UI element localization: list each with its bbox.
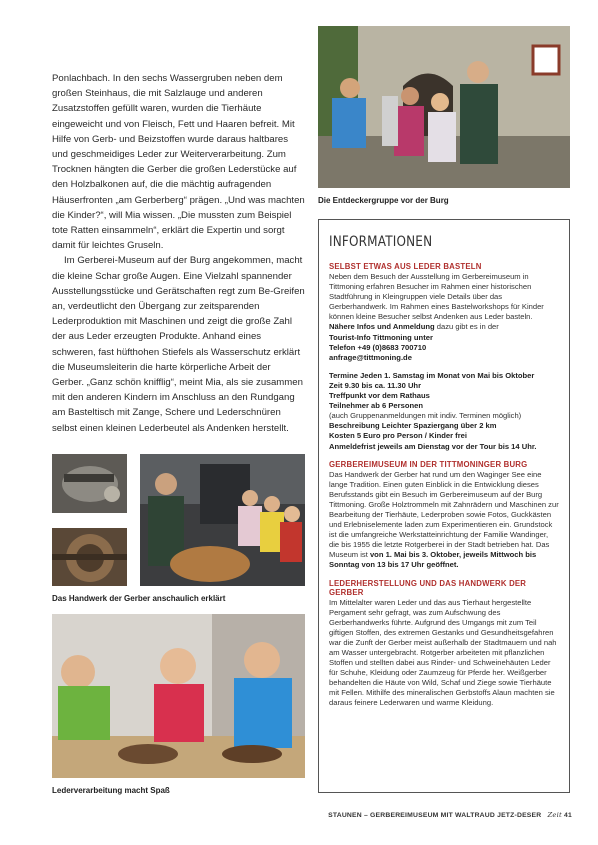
caption-craft-explained: Das Handwerk der Gerber anschaulich erklärt bbox=[52, 594, 226, 603]
info-details bbox=[329, 371, 559, 452]
contact-phone[interactable]: Telefon +49 (0)8683 700710 bbox=[329, 342, 427, 352]
info-heading: SELBST ETWAS AUS LEDER BASTELN bbox=[329, 262, 482, 271]
info-box-title: INFORMATIONEN bbox=[329, 234, 433, 250]
page-number: 41 bbox=[564, 812, 572, 819]
info-heading: GERBEREIMUSEUM IN DER TITTMONINGER BURG bbox=[329, 459, 528, 469]
info-box bbox=[318, 219, 570, 793]
detail-line: Kosten 5 Euro pro Person / Kinder frei bbox=[329, 431, 467, 441]
photo-gear-wheel bbox=[52, 528, 127, 586]
info-text-bold: von 1. Mai bis 3. Oktober, jeweils Mittwoch bis Sonntag von 13 bis 17 Uhr geöffnet. bbox=[329, 550, 537, 570]
info-heading: LEDERHERSTELLUNG UND DAS HANDWERK DER GERBER bbox=[329, 578, 527, 597]
photo-museum-explanation bbox=[140, 454, 305, 586]
detail-line: Anmeldefrist jeweils am Dienstag vor der Tour bis 14 Uhr. bbox=[329, 441, 537, 451]
detail-line: Teilnehmer ab 6 Personen bbox=[329, 401, 423, 411]
detail-line: Termine Jeden 1. Samstag im Monat von Mai bis Oktober bbox=[329, 370, 535, 380]
caption-leather-fun: Lederverarbeitung macht Spaß bbox=[52, 786, 170, 795]
info-text-body: Das Handwerk der Gerber hat rund um den Waginger See eine lange Tradition. Einen guten Einblick in die Entwicklung dieses Berufsstands gibt ein Besuch im Gerbereimuseum auf der Burg Tittmoning. Große Holztrommeln mit Zahnrädern und Maschinen zur Bearbeitung der Tierhäute, Lederproben sowie Fotos, Guckkästen und Erlebniselemente laden zum Experimentieren ein. Grundstock ist die umfangreiche Werkstatteinrichtung der Familie Wandinger, die bis 1955 die letzte Rotgerberei in der Stadt betrieben hat. Das Museum ist bbox=[329, 469, 559, 560]
footer-text: STAUNEN – GERBEREIMUSEUM MIT WALTRAUD JETZ-DESER bbox=[328, 812, 542, 819]
contact-email[interactable]: anfrage@tittmoning.de bbox=[329, 352, 412, 362]
info-text bbox=[329, 470, 559, 571]
magazine-name: Zeit bbox=[547, 811, 562, 819]
info-text-tail: dazu gibt es in der bbox=[436, 322, 499, 332]
article-paragraph: Ponlachbach. In den sechs Wassergruben neben dem großen Steinhaus, die mit Salzlauge und anderen Zusatzstoffen gefüllt waren, wurden die Tierhäute eingeweicht und von Fleisch, Fett und Haaren befreit. Mit Hilfe von Gerb- und Beizstoffen wurde daraus haltbares und geschmeidiges Leder zur Weiterverarbeitung. Zum Trocknen hängten die Gerber die großen Lederstücke auf den Holzbalkonen auf, die die mächtig aufragenden Häuserfronten „am Gerberberg“ prägen. „Und was machten die Kinder?“, will Mia wissen. „Die mussten zum Beispiel tote Ratten einsammeln“, erklärt die Expertin und sorgt damit für leichtes Gruseln. bbox=[52, 73, 305, 252]
page-footer bbox=[300, 811, 572, 819]
photo-machine-detail bbox=[52, 454, 127, 513]
info-text bbox=[329, 272, 559, 333]
info-section-crafting bbox=[329, 262, 559, 363]
info-text: Im Mittelalter waren Leder und das aus Tierhaut hergestellte Pergament sehr gefragt, was zum Aufschwung des Gerberhandwerks führte. Aufgrund des Umgangs mit zum Teil giftigen Stoffen, des extremen Gestanks und Gesundheitsgefahren war die Zunft der Gerber meist außerhalb der Stadtmauern und nah am Wasser untergebracht. Rotgerber arbeiteten mit pflanzlichen Stoffen und stellten dabei aus Rinder- und Schweinehäuten Leder für Schuhe, Kleidung oder Zaumzeug für Pferde her. Weißgerber behandelten die Häute von Wild, Schaf und Ziege sowie Tierhäute mit Fellen. Mithilfe des mineralischen Gerbstoffs Alaun machten sie daraus feinere Lederwaren und warme Kleidung. bbox=[329, 597, 557, 708]
info-section-leather bbox=[329, 579, 559, 709]
detail-line: Beschreibung Leichter Spaziergang über 2 km bbox=[329, 421, 497, 431]
detail-line: (auch Gruppenanmeldungen mit indiv. Terminen möglich) bbox=[329, 411, 522, 421]
info-text-bold: Nähere Infos und Anmeldung bbox=[329, 322, 435, 332]
article-paragraph: Im Gerberei-Museum auf der Burg angekommen, macht die kleine Schar große Augen. Eine Vielzahl spannender Ausstellungsstücke und Gerätschaften regt zum Be-Greifen an, verdeutlicht den Übergang zur zeitsparenden Lederproduktion mit Maschinen und zeigt die große Zahl der aus Leder erzeugten Produkte. Anhand eines schweren, fast hüfthohen Stiefels als Wasserschutz erklärt die Museumsleiterin die harte körperliche Arbeit der Gerber. „Ganz schön knifflig“, meint Mia, als sie zusammen mit den anderen Kindern im Anschluss an den Rundgang am Basteltisch mit Zange, Schere und Lederschnüren selbst einen kleinen Lederbeutel als Andenken herstellt. bbox=[52, 255, 305, 434]
photo-leather-crafting bbox=[52, 614, 305, 778]
article-body bbox=[52, 71, 305, 436]
photo-discovery-group bbox=[318, 26, 570, 188]
info-text-body: Neben dem Besuch der Ausstellung im Gerbereimuseum in Tittmoning erfahren Besucher im Rahmen einer historischen Stadtführung in Kleingruppen viele Details über das Gerberhandwerk. Im Rahmen eines Bastelworkshops für Kinder können kleine Besucher selbst Andenken aus Leder basteln. bbox=[329, 272, 544, 322]
detail-line: Treffpunkt vor dem Rathaus bbox=[329, 391, 430, 401]
detail-line: Zeit 9.30 bis ca. 11.30 Uhr bbox=[329, 380, 422, 390]
caption-discovery-group: Die Entdeckergruppe vor der Burg bbox=[318, 196, 449, 205]
contact-line: Tourist-Info Tittmoning unter bbox=[329, 332, 433, 342]
info-section-museum bbox=[329, 460, 559, 571]
